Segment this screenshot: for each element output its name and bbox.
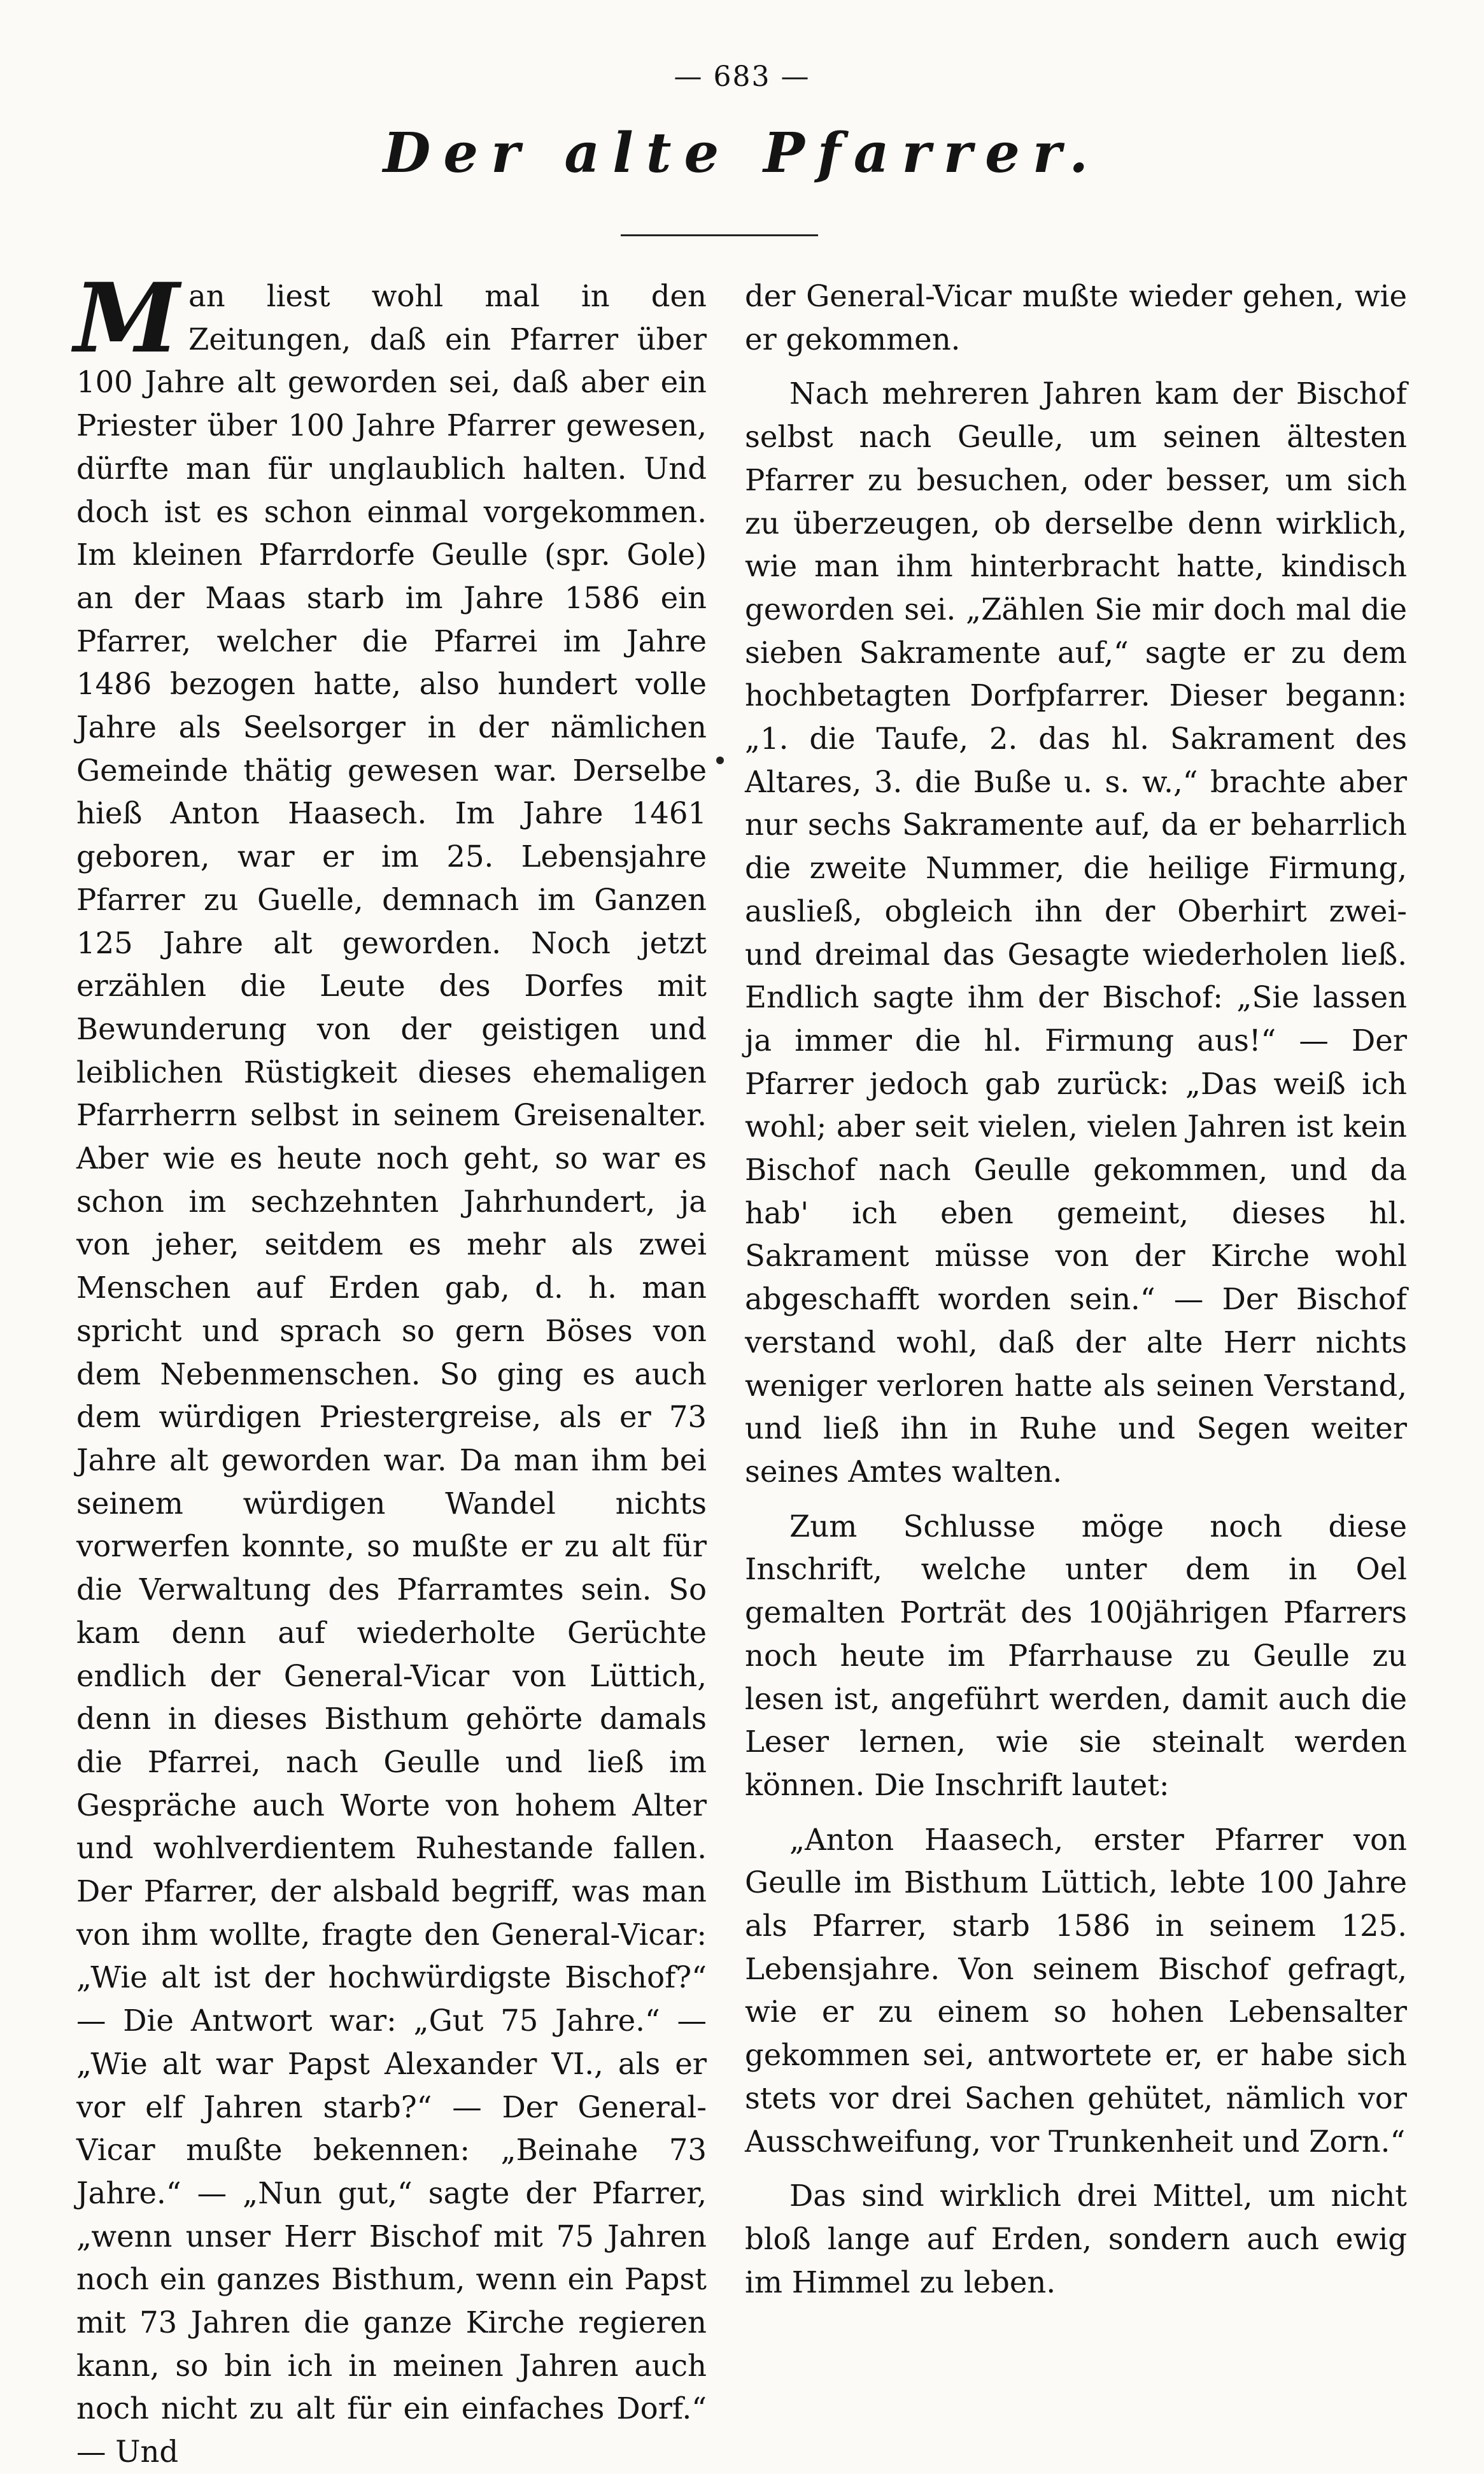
page-number: — 683 — — [674, 60, 810, 93]
closing-paragraph: Das sind wirklich drei Mittel, um nicht bloß lange auf Erden, sondern auch ewig im Himmel zu leben. — [745, 2179, 1407, 2300]
article-title: Der alte Pfarrer. — [383, 121, 1101, 185]
left-paragraph-text: an liest wohl mal in den Zeitungen, daß ein Pfarrer über 100 Jahre alt geworden sei, daß aber ein Priester über 100 Jahre Pfarrer gewesen, dürfte man für unglaublich halten. Und doch ist es schon einmal vorgekommen. Im kleinen Pfarrdorfe Geulle (spr. Gole) an der Maas starb im Jahre 1586 ein Pfarrer, welcher die Pfarrei im Jahre 1486 bezogen hatte, also hundert volle Jahre als Seelsorger in der nämlichen Gemeinde thätig gewesen war. Derselbe hieß Anton Haasech. Im Jahre 1461 geboren, war er im 25. Lebensjahre Pfarrer zu Guelle, demnach im Ganzen 125 Jahre alt geworden. Noch jetzt erzählen die Leute des Dorfes mit Bewunderung von der geistigen und leiblichen Rüstigkeit dieses ehemaligen Pfarrherrn selbst in seinem Greisenalter. Aber wie es heute noch geht, so war es schon im sechzehnten Jahrhundert, ja von jeher, seitdem es mehr als zwei Menschen auf Erden gab, d. h. man spricht und sprach so gern Böses von dem Nebenmenschen. So ging es auch dem würdigen Priestergreise, als er 73 Jahre alt geworden war. Da man ihm bei seinem würdigen Wandel nichts vorwerfen konnte, so mußte er zu alt für die Verwaltung des Pfarramtes sein. So kam denn auf wiederholte Gerüchte endlich der General-Vicar von Lüttich, denn in dieses Bisthum gehörte damals die Pfarrei, nach Geulle und ließ im Gespräche auch Worte von hohem Alter und wohlverdientem Ruhestande fallen. Der Pfarrer, der alsbald begriff, was man von ihm wollte, fragte den General-Vicar: „Wie alt ist der hochwürdigste Bischof?“ — Die Antwort war: „Gut 75 Jahre.“ — „Wie alt war Papst Alexander VI., als er vor elf Jahren starb?“ — Der General-Vicar mußte bekennen: „Beinahe 73 Jahre.“ — „Nun gut,“ sagte der Pfarrer, „wenn unser Herr Bischof mit 75 Jahren noch ein ganzes Bisthum, wenn ein Papst mit 73 Jahren die ganze Kirche regieren kann, so bin ich in meinen Jahren auch noch nicht zu alt für ein einfaches Dorf.“ — Und — [76, 279, 707, 2470]
margin-dot — [716, 757, 724, 764]
left-column — [74, 262, 707, 2474]
right-paragraph-3: Zum Schlusse möge noch diese Inschrift, welche unter dem in Oel gemalten Porträt des 100jährigen Pfarrers noch heute im Pfarrhause zu Geulle zu lesen ist, angeführt werden, damit auch die Leser lernen, wie sie steinalt werden können. Die Inschrift lautet: — [745, 1509, 1407, 1802]
right-paragraph-1: der General-Vicar mußte wieder gehen, wie er gekommen. — [745, 279, 1407, 357]
inscription-paragraph: „Anton Haasech, erster Pfarrer von Geulle im Bisthum Lüttich, lebte 100 Jahre als Pfarrer, starb 1586 in seinem 125. Lebensjahre. Von seinem Bischof gefragt, wie er zu einem so hohen Lebensalter gekommen sei, antwortete er, er habe sich stets vor drei Sachen gehütet, nämlich vor Ausschweifung, vor Trunkenheit und Zorn.“ — [745, 1822, 1407, 2159]
drop-cap: M — [74, 262, 180, 374]
right-column — [745, 275, 1407, 2304]
left-paragraph — [74, 262, 707, 2474]
title-divider — [621, 234, 818, 236]
right-paragraph-2: Nach mehreren Jahren kam der Bischof selbst nach Geulle, um seinen ältesten Pfarrer zu besuchen, oder besser, um sich zu überzeugen, ob derselbe denn wirklich, wie man ihm hinterbracht hatte, kindisch geworden sei. „Zählen Sie mir doch mal die sieben Sakramente auf,“ sagte er zu dem hochbetagten Dorfpfarrer. Dieser begann: „1. die Taufe, 2. das hl. Sakrament des Altares, 3. die Buße u. s. w.,“ brachte aber nur sechs Sakramente auf, da er beharrlich die zweite Nummer, die heilige Firmung, ausließ, obgleich ihn der Oberhirt zwei- und dreimal das Gesagte wiederholen ließ. Endlich sagte ihm der Bischof: „Sie lassen ja immer die hl. Firmung aus!“ — Der Pfarrer jedoch gab zurück: „Das weiß ich wohl; aber seit vielen, vielen Jahren ist kein Bischof nach Geulle gekommen, und da hab' ich eben gemeint, dieses hl. Sakrament müsse von der Kirche wohl abgeschafft worden sein.“ — Der Bischof verstand wohl, daß der alte Herr nichts weniger verloren hatte als seinen Verstand, und ließ ihn in Ruhe und Segen weiter seines Amtes walten. — [745, 376, 1407, 1489]
